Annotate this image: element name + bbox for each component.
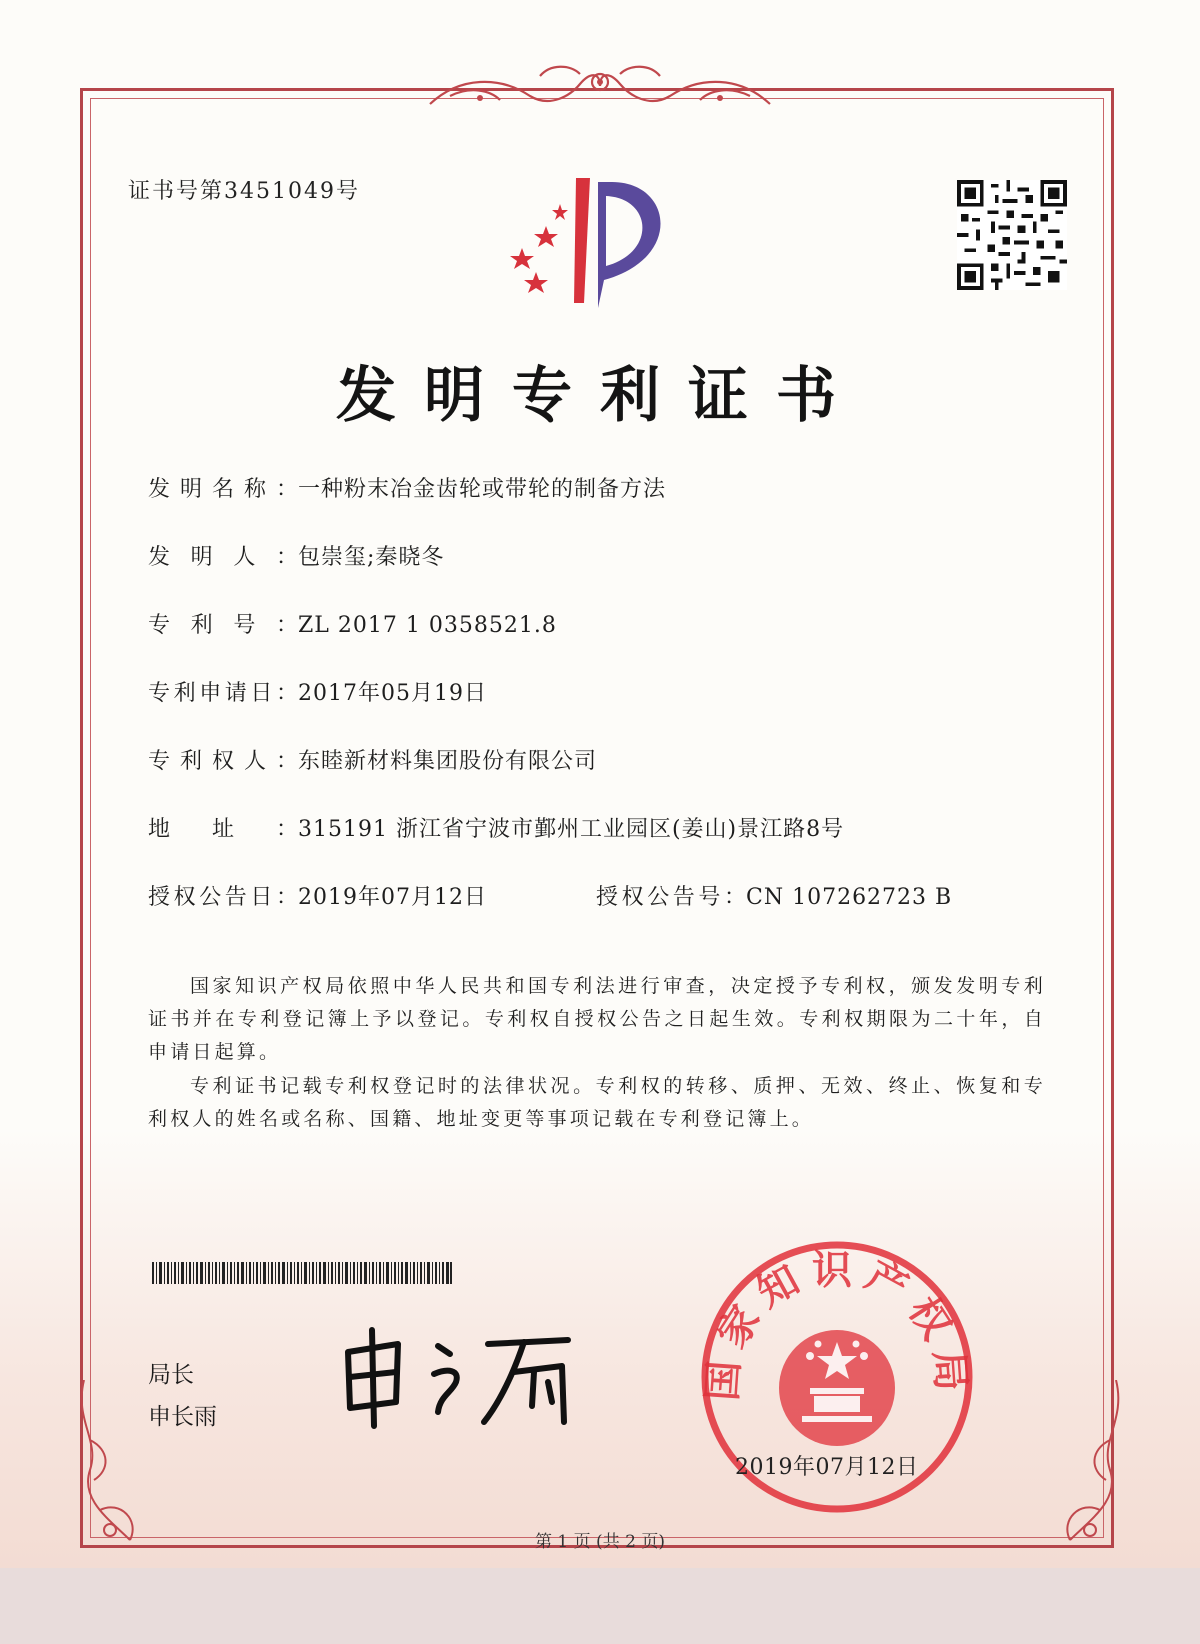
field-value: ZL 2017 1 0358521.8	[298, 613, 557, 638]
field-label: 发明人：	[148, 545, 298, 570]
field-label: 地址：	[148, 817, 298, 842]
field-invention-name	[148, 472, 666, 503]
field-value: 东睦新材料集团股份有限公司	[298, 749, 598, 774]
certificate-number: 证书号第3451049号	[128, 179, 360, 204]
field-value: 315191 浙江省宁波市鄞州工业园区(姜山)景江路8号	[298, 817, 845, 842]
statement-paragraph-2: 专利证书记载专利权登记时的法律状况。专利权的转移、质押、无效、终止、恢复和专利权人的姓名或名称、国籍、地址变更等事项记载在专利登记簿上。	[148, 1075, 1046, 1130]
field-label: 专利权人：	[148, 749, 298, 774]
field-label: 发明名称：	[148, 477, 298, 502]
barcode-icon	[152, 1262, 452, 1284]
scan-bottom-band	[0, 1568, 1200, 1644]
field-label: 授权公告号：	[596, 885, 746, 910]
patent-office-emblem-icon	[502, 168, 702, 318]
field-label: 专利申请日：	[148, 681, 298, 706]
director-name: 申长雨	[148, 1404, 217, 1430]
certificate-title: 发明专利证书	[336, 361, 864, 431]
field-filing-date	[148, 676, 487, 707]
statement-paragraph-1: 国家知识产权局依照中华人民共和国专利法进行审查，决定授予专利权，颁发发明专利证书并在专利登记簿上予以登记。专利权自授权公告之日起生效。专利权期限为二十年，自申请日起算。	[148, 975, 1046, 1063]
field-value: CN 107262723 B	[746, 885, 953, 910]
field-patent-number	[148, 608, 557, 639]
top-ornament-icon	[420, 56, 780, 120]
director-signature-icon	[338, 1322, 608, 1432]
field-value: 2017年05月19日	[298, 681, 487, 706]
bottom-right-ornament-icon	[1030, 1380, 1130, 1550]
field-value: 包崇玺;秦晓冬	[298, 545, 445, 570]
page-number: 第 1 页 (共 2 页)	[535, 1532, 665, 1552]
qr-code-icon[interactable]	[957, 180, 1067, 290]
field-value: 2019年07月12日	[298, 885, 487, 910]
field-value: 一种粉末冶金齿轮或带轮的制备方法	[298, 477, 667, 502]
seal-date: 2019年07月12日	[735, 1455, 919, 1480]
director-title: 局长	[148, 1362, 194, 1388]
field-inventors	[148, 540, 444, 571]
field-label: 专利号：	[148, 613, 298, 638]
field-grant-date	[148, 880, 487, 911]
seal-text: 国家知识产权局	[699, 1247, 975, 1403]
field-label: 授权公告日：	[148, 885, 298, 910]
field-grant-number	[596, 880, 952, 911]
field-patentee	[148, 744, 597, 775]
field-address	[148, 812, 844, 843]
